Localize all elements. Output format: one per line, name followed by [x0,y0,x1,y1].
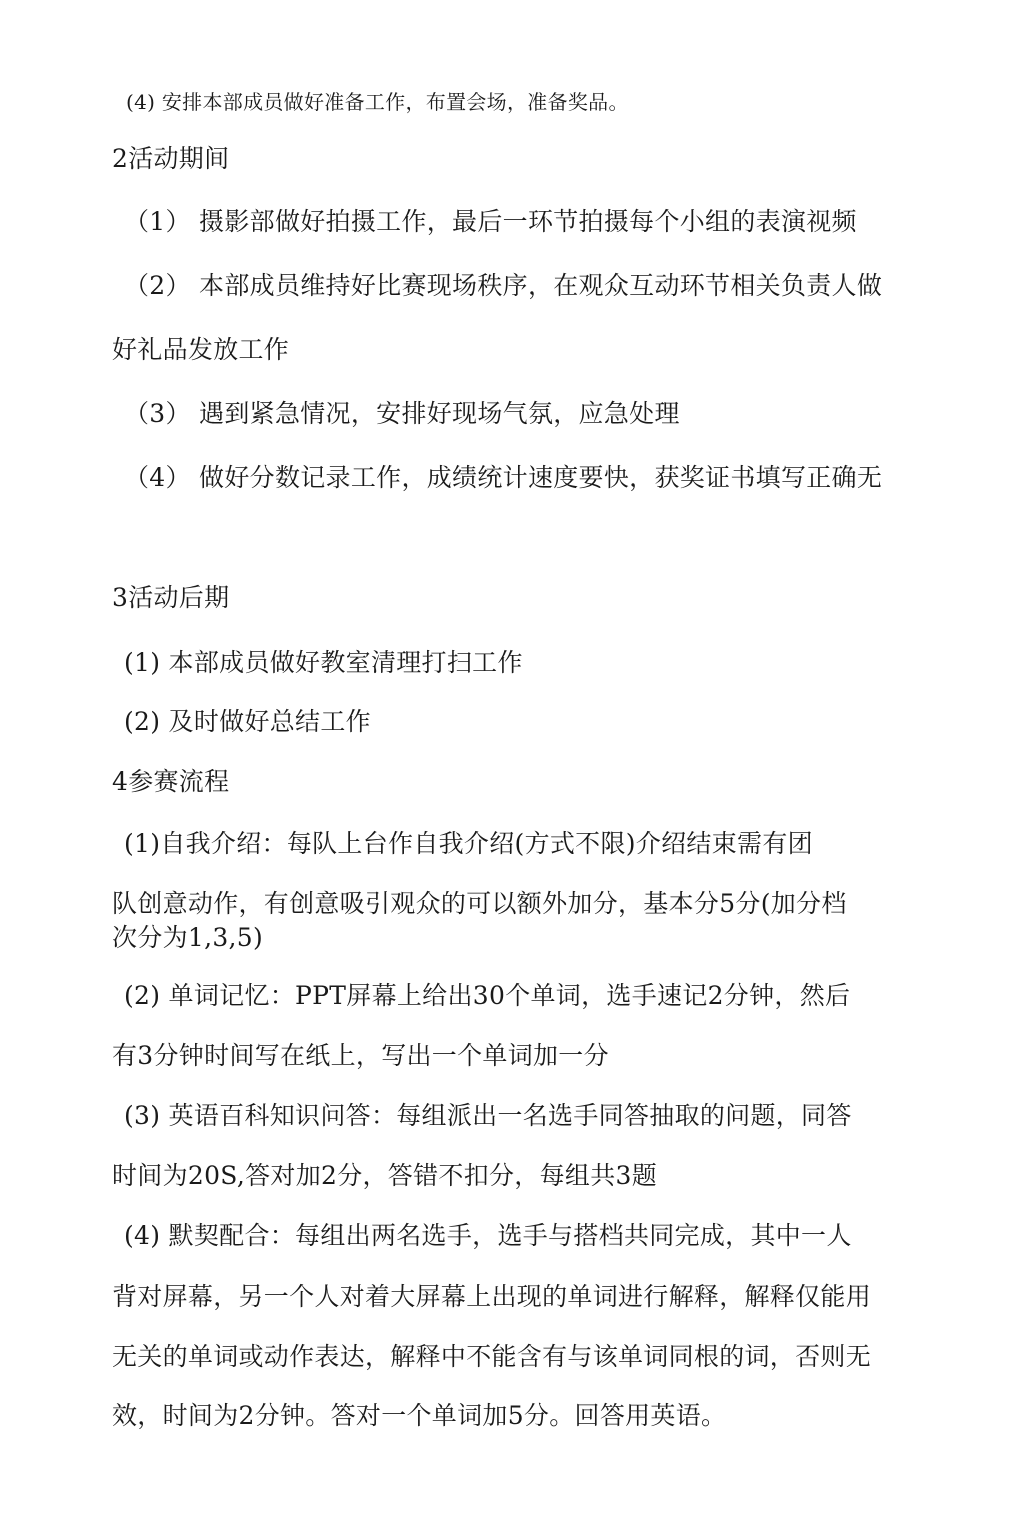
prep-item-4: (4) 安排本部成员做好准备工作，布置会场，准备奖品。 [126,90,629,114]
process-item-4: (4) 默契配合：每组出两名选手，选手与搭档共同完成，其中一人 [124,1221,852,1250]
section-heading-process: 4参赛流程 [112,767,230,796]
process-item-1: (1)自我介绍：每队上台作自我介绍(方式不限)介绍结束需有团 [124,829,813,858]
during-item-3: （3） 遇到紧急情况，安排好现场气氛，应急处理 [124,399,680,428]
after-item-2: (2) 及时做好总结工作 [124,707,371,736]
during-item-2: （2） 本部成员维持好比赛现场秩序，在观众互动环节相关负责人做 [124,271,883,300]
process-item-3-cont: 时间为20S,答对加2分，答错不扣分，每组共3题 [112,1161,658,1190]
process-item-1-cont2: 次分为1,3,5) [112,923,264,952]
process-item-4-cont: 背对屏幕，另一个人对着大屏幕上出现的单词进行解释，解释仅能用 [112,1282,872,1311]
process-item-4-cont3: 效，时间为2分钟。答对一个单词加5分。回答用英语。 [112,1401,727,1430]
after-item-1: (1) 本部成员做好教室清理打扫工作 [124,648,523,677]
during-item-1: （1） 摄影部做好拍摄工作，最后一环节拍摄每个小组的表演视频 [124,207,857,236]
process-item-4-cont2: 无关的单词或动作表达，解释中不能含有与该单词同根的词，否则无 [112,1342,872,1371]
section-heading-during: 2活动期间 [112,144,230,173]
during-item-2-cont: 好礼品发放工作 [112,335,290,364]
during-item-4: （4） 做好分数记录工作，成绩统计速度要快，获奖证书填写正确无 [124,463,883,492]
process-item-2-cont: 有3分钟时间写在纸上，写出一个单词加一分 [112,1041,609,1070]
process-item-1-cont: 队创意动作，有创意吸引观众的可以额外加分，基本分5分(加分档 [112,889,847,918]
process-item-2: (2) 单词记忆：PPT屏幕上给出30个单词，选手速记2分钟，然后 [124,981,851,1010]
process-item-3: (3) 英语百科知识问答：每组派出一名选手同答抽取的问题，同答 [124,1101,852,1130]
section-heading-after: 3活动后期 [112,583,230,612]
